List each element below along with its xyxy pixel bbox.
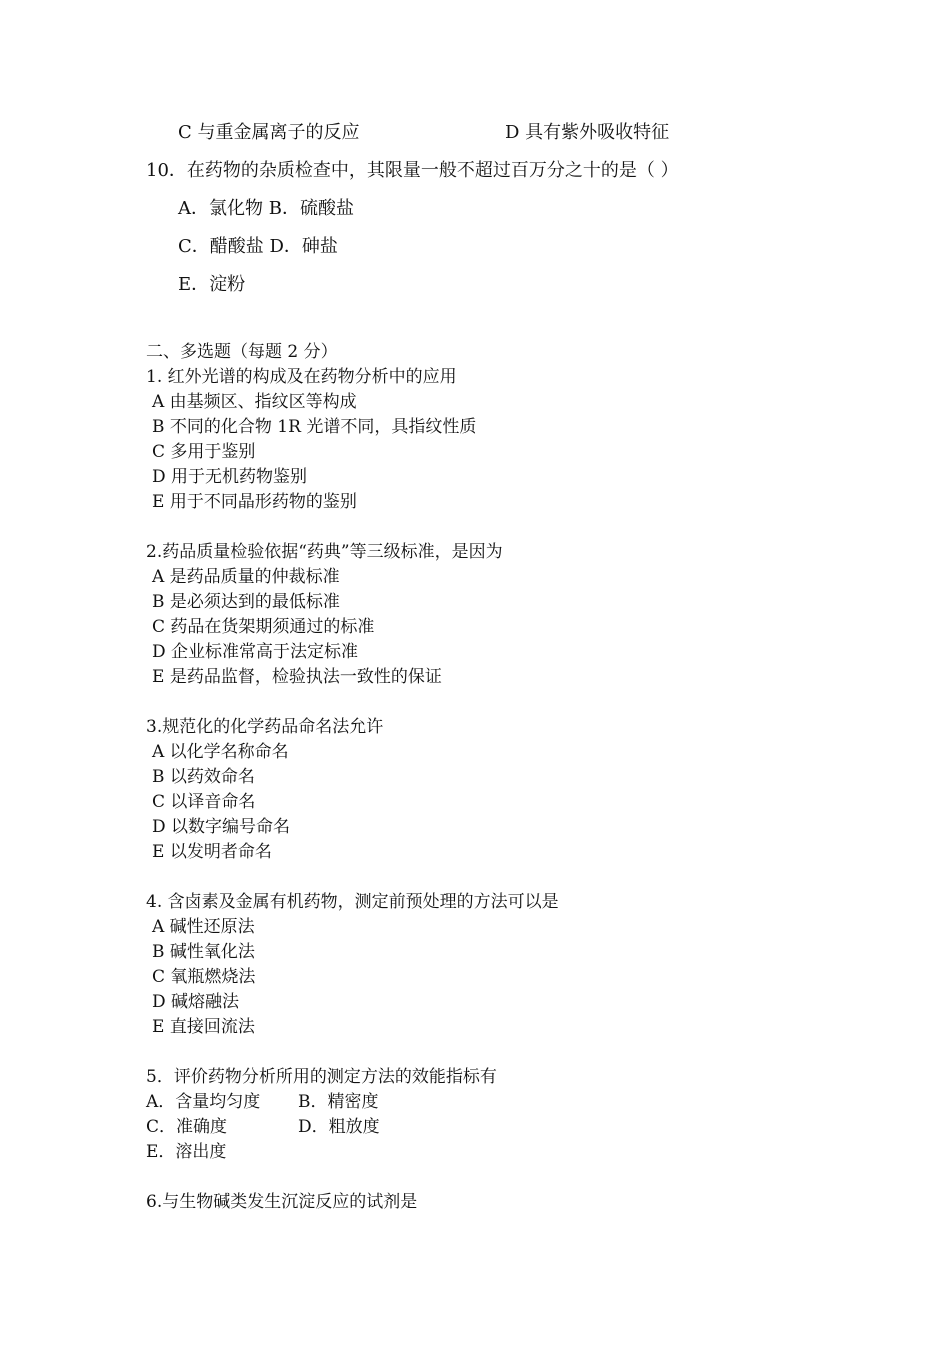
question-option: D．粗放度 (298, 1117, 380, 1137)
question-option: B 碱性氧化法 (152, 942, 255, 962)
question-option: C 氧瓶燃烧法 (152, 967, 256, 987)
q10-options-row-2: C．醋酸盐 D．砷盐 (178, 236, 338, 257)
question-option: D 企业标准常高于法定标准 (152, 642, 359, 662)
question-stem: 3.规范化的化学药品命名法允许 (146, 717, 384, 737)
question-option: E 是药品监督，检验执法一致性的保证 (152, 667, 442, 687)
question-option: A．含量均匀度 (146, 1092, 261, 1112)
question-stem: 4. 含卤素及金属有机药物，测定前预处理的方法可以是 (146, 892, 559, 912)
q10-options-row-1: A．氯化物 B．硫酸盐 (178, 198, 354, 219)
question-option: C 以译音命名 (152, 792, 256, 812)
question-stem: 5．评价药物分析所用的测定方法的效能指标有 (146, 1067, 497, 1087)
question-option: E 以发明者命名 (152, 842, 272, 862)
question-option: D 用于无机药物鉴别 (152, 467, 308, 487)
question-option: A 是药品质量的仲裁标准 (152, 567, 340, 587)
question-stem: 6.与生物碱类发生沉淀反应的试剂是 (146, 1192, 418, 1212)
question-option: B 以药效命名 (152, 767, 255, 787)
question-option: E．溶出度 (146, 1142, 227, 1162)
question-option: C 药品在货架期须通过的标准 (152, 617, 375, 637)
question-option: D 以数字编号命名 (152, 817, 291, 837)
question-option: C．准确度 (146, 1117, 228, 1137)
prev-option-c: C 与重金属离子的反应 (178, 122, 360, 143)
question-option: A 由基频区、指纹区等构成 (152, 392, 357, 412)
section-heading: 二、多选题（每题 2 分） (146, 342, 338, 362)
question-option: A 以化学名称命名 (152, 742, 289, 762)
question-option: B 是必须达到的最低标准 (152, 592, 340, 612)
question-option: A 碱性还原法 (152, 917, 255, 937)
question-stem: 2.药品质量检验依据“药典”等三级标准，是因为 (146, 542, 503, 562)
question-option: B．精密度 (298, 1092, 379, 1112)
question-stem: 1. 红外光谱的构成及在药物分析中的应用 (146, 367, 457, 387)
q10-stem: 10．在药物的杂质检查中，其限量一般不超过百万分之十的是（ ） (146, 160, 679, 181)
question-option: C 多用于鉴别 (152, 442, 256, 462)
question-option: E 直接回流法 (152, 1017, 255, 1037)
prev-option-d: D 具有紫外吸收特征 (505, 122, 670, 143)
question-option: E 用于不同晶形药物的鉴别 (152, 492, 357, 512)
question-option: B 不同的化合物 1R 光谱不同，具指纹性质 (152, 417, 477, 437)
question-option: D 碱熔融法 (152, 992, 240, 1012)
q10-options-row-3: E．淀粉 (178, 274, 246, 295)
